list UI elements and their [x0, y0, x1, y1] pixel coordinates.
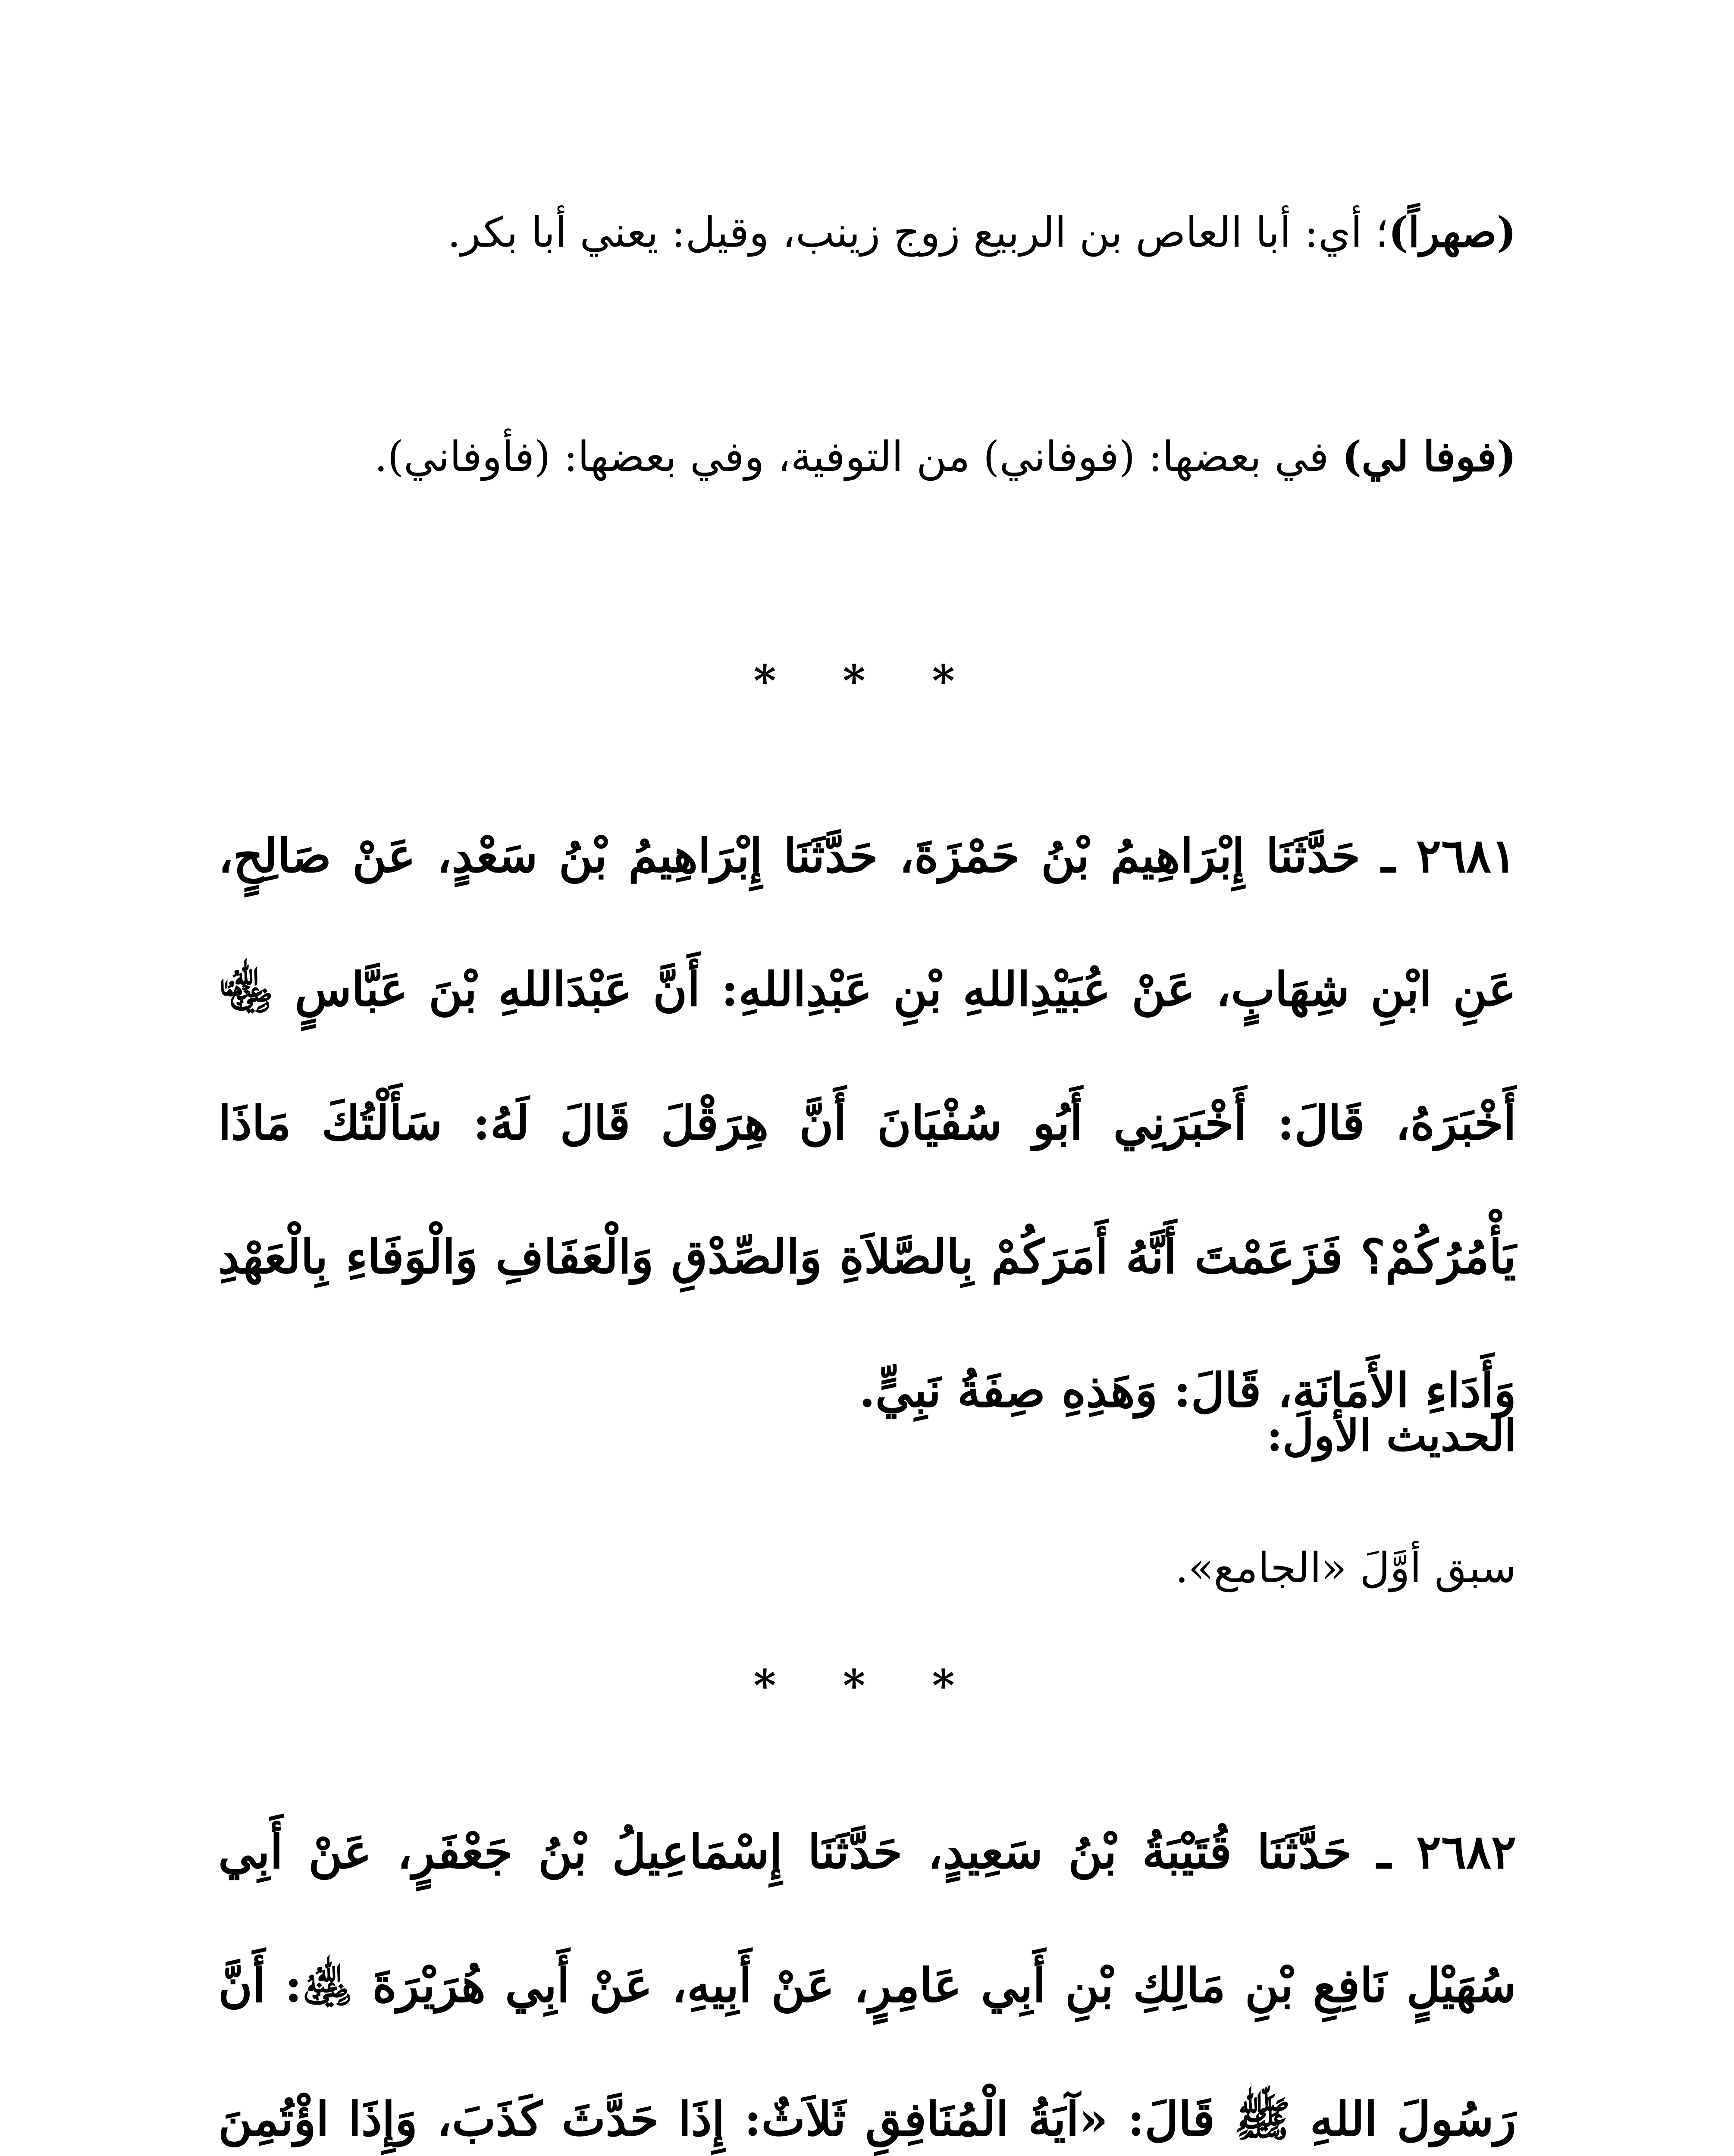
commentary-paragraph-sihr [218, 168, 1516, 297]
commentary-text-fawafa: في بعضها: (فوفاني) من التوفية، وفي بعضها: (فأوفاني). [374, 432, 1342, 481]
hadith-2681: ٢٦٨١ ـ حَدَّثَنَا إِبْرَاهِيمُ بْنُ حَمْزَةَ، حَدَّثَنَا إِبْرَاهِيمُ بْنُ سَعْدٍ، عَنْ صَالِحٍ، عَنِ ابْنِ شِهَابٍ، عَنْ عُبَيْدِاللهِ بْنِ عَبْدِاللهِ: أَنَّ عَبْدَاللهِ بْنَ عَبَّاسٍ ﵄ أَخْبَرَهُ، قَالَ: أَخْبَرَنِي أَبُو سُفْيَانَ أَنَّ هِرَقْلَ قَالَ لَهُ: سَأَلْتُكَ مَاذَا يَأْمُرُكُمْ؟ فَزَعَمْتَ أَنَّهُ أَمَرَكُمْ بِالصَّلاَةِ وَالصِّدْقِ وَالْعَفَافِ وَالْوَفَاءِ بِالْعَهْدِ وَأَدَاءِ الأَمَانَةِ، قَالَ: وَهَذِهِ صِفَةُ نَبِيٍّ. [218, 829, 1516, 1418]
commentary-paragraph-fawafa [218, 392, 1516, 521]
section-divider-2: * * * [753, 1660, 981, 1711]
term-fawafa: (فوفا لي) [1342, 432, 1516, 481]
hadith-2682: ٢٦٨٢ ـ حَدَّثَنَا قُتَيْبَةُ بْنُ سَعِيدٍ، حَدَّثَنَا إِسْمَاعِيلُ بْنُ جَعْفَرٍ، عَنْ أَبِي سُهَيْلٍ نَافِعِ بْنِ مَالِكِ بْنِ أَبِي عَامِرٍ، عَنْ أَبِيهِ، عَنْ أَبِي هُرَيْرَةَ ﵁: أَنَّ رَسُولَ اللهِ ﷺ قَالَ: «آيَةُ الْمُنَافِقِ ثَلاَثٌ: إِذَا حَدَّثَ كَذَبَ، وَإِذَا اؤْتُمِنَ [218, 1825, 1516, 2147]
note-first-hadith: سبق أوَّلَ «الجامع». [1175, 1544, 1516, 1592]
heading-first-hadith: الحديث الأول: [1267, 1410, 1516, 1461]
commentary-text-sihr: ؛ أي: أبا العاص بن الربيع زوج زينب، وقيل: يعني أبا بكر. [447, 208, 1389, 257]
section-divider-1: * * * [753, 655, 981, 706]
term-sihr: (صهراً) [1388, 208, 1516, 257]
